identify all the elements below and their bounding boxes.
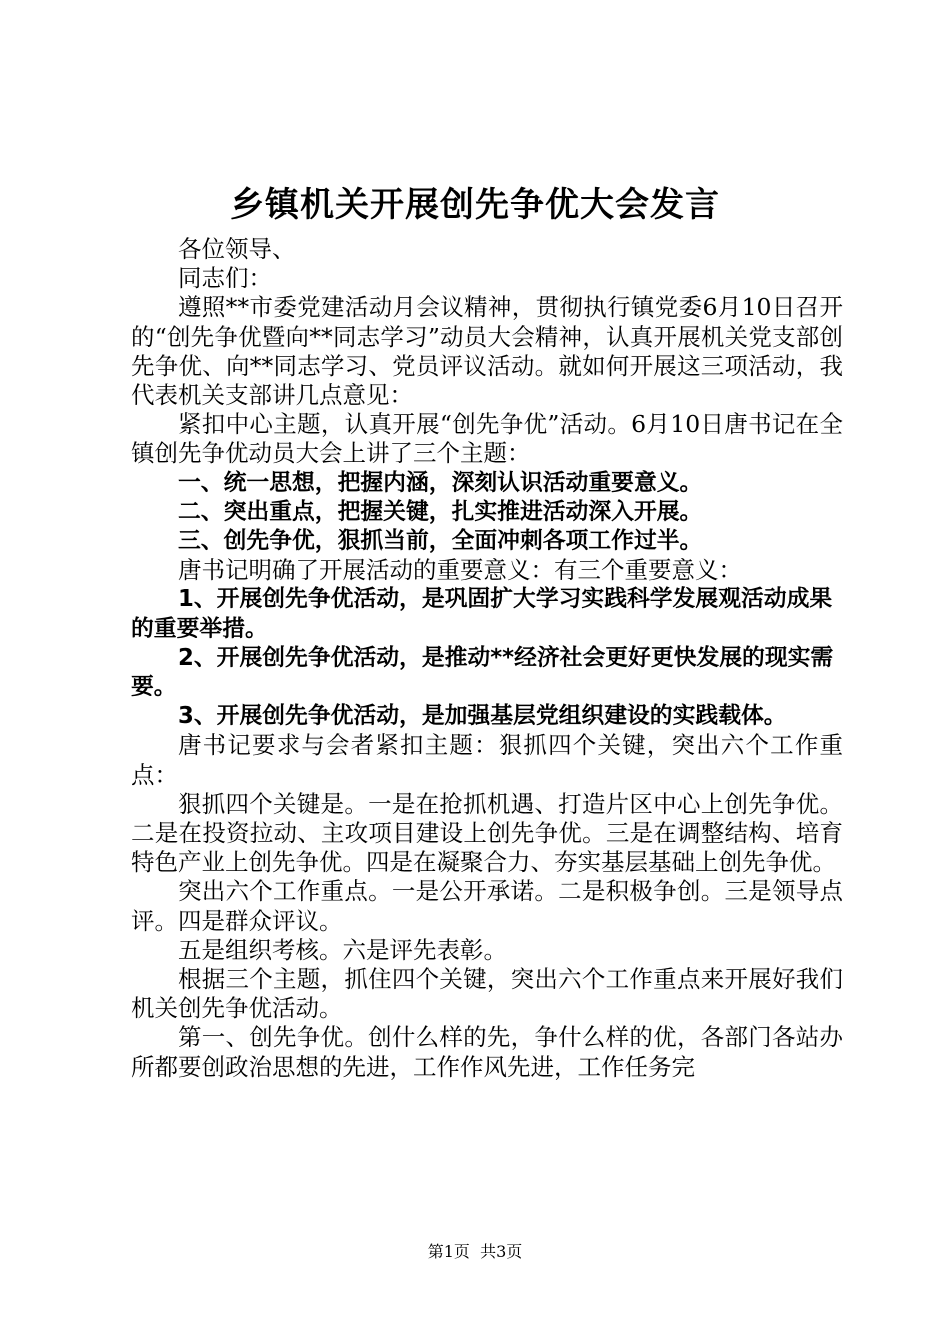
paragraph-approach: 根据三个主题，抓住四个关键，突出六个工作重点来开展好我们机关创先争优活动。	[131, 965, 843, 1023]
paragraph-significance-1: 1、开展创先争优活动，是巩固扩大学习实践科学发展观活动成果的重要举措。	[131, 586, 833, 642]
paragraph-six-focus: 突出六个工作重点。一是公开承诺。二是积极争创。三是领导点评。四是群众评议。	[131, 877, 843, 935]
paragraph-requirements: 唐书记要求与会者紧扣主题：狠抓四个关键，突出六个工作重点：	[131, 731, 843, 789]
document-body	[131, 235, 843, 1082]
paragraph-theme-3: 三、创先争优，狠抓当前，全面冲刺各项工作过半。	[178, 528, 703, 555]
paragraph-four-keys: 狠抓四个关键是。一是在抢抓机遇、打造片区中心上创先争优。二是在投资拉动、主攻项目建设上创先争优。三是在调整结构、培育特色产业上创先争优。四是在凝聚合力、夯实基层基础上创先争优。	[131, 789, 843, 877]
document-title: 乡镇机关开展创先争优大会发言	[230, 185, 720, 225]
page-number-footer: 第1页 共3页	[427, 1242, 523, 1261]
paragraph-salutation-leaders: 各位领导、	[178, 235, 296, 263]
paragraph-first-point: 第一、创先争优。创什么样的先，争什么样的优，各部门各站办所都要创政治思想的先进，工作作风先进，工作任务完	[131, 1023, 843, 1081]
paragraph-six-focus-cont: 五是组织考核。六是评先表彰。	[178, 935, 507, 964]
paragraph-significance-3: 3、开展创先争优活动，是加强基层党组织建设的实践载体。	[178, 703, 787, 730]
paragraph-significance: 唐书记明确了开展活动的重要意义：有三个重要意义：	[178, 556, 742, 585]
paragraph-theme-2: 二、突出重点，把握关键，扎实推进活动深入开展。	[178, 498, 703, 525]
paragraph-intro: 遵照**市委党建活动月会议精神，贯彻执行镇党委6月10日召开的“创先争优暨向**同志学习”动员大会精神，认真开展机关党支部创先争优、向**同志学习、党员评议活动。就如何开展这三项活动，我代表机关支部讲几点意见：	[131, 293, 843, 410]
paragraph-salutation-comrades: 同志们：	[178, 264, 272, 293]
paragraph-theme-1: 一、统一思想，把握内涵，深刻认识活动重要意义。	[178, 469, 703, 496]
paragraph-theme: 紧扣中心主题，认真开展“创先争优”活动。6月10日唐书记在全镇创先争优动员大会上讲了三个主题：	[131, 410, 843, 468]
paragraph-significance-2: 2、开展创先争优活动，是推动**经济社会更好更快发展的现实需要。	[131, 644, 834, 701]
